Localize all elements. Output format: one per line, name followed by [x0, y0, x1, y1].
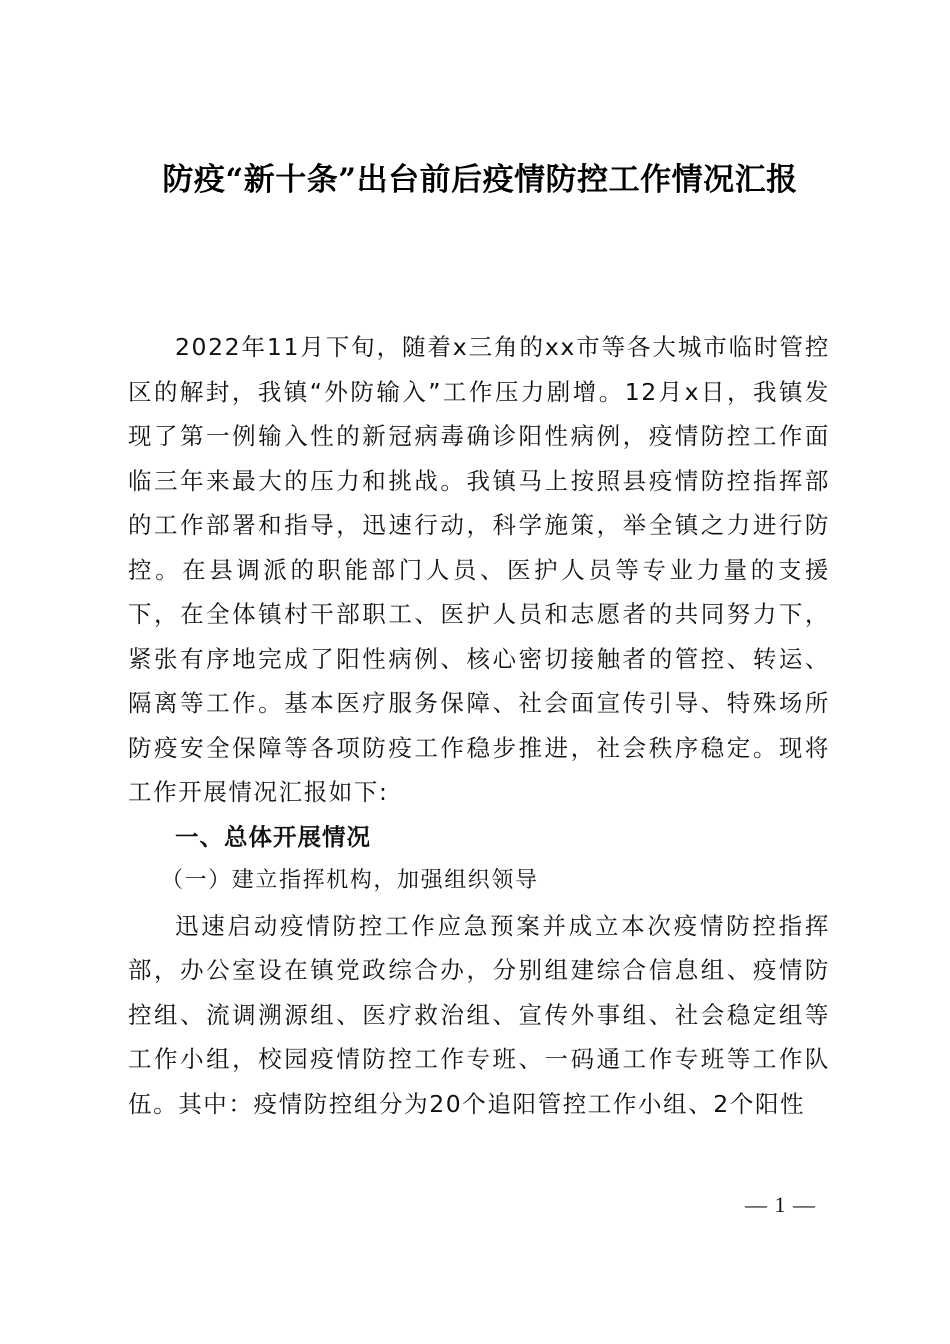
section-heading-overall: 一、总体开展情况: [175, 822, 371, 851]
subsection-heading-command: （一）建立指挥机构，加强组织领导: [161, 868, 539, 893]
document-title: 防疫“新十条”出台前后疫情防控工作情况汇报: [162, 162, 798, 198]
subsection-body-paragraph: 迅速启动疫情防控工作应急预案并成立本次疫情防控指挥部，办公室设在镇党政综合办，分别组建综合信息组、疫情防控组、流调溯源组、医疗救治组、宣传外事组、社会稳定组等工作小组，校园疫情防控工作专班、一码通工作专班等工作队伍。其中：疫情防控组分为20个追阳管控工作小组、2个阳性: [128, 911, 830, 1118]
page-number: — 1 —: [745, 1192, 816, 1217]
intro-paragraph: 2022年11月下旬，随着x三角的xx市等各大城市临时管控区的解封，我镇“外防输入”工作压力剧增。12月x日，我镇发现了第一例输入性的新冠病毒确诊阳性病例，疫情防控工作面临三年来最大的压力和挑战。我镇马上按照县疫情防控指挥部的工作部署和指导，迅速行动，科学施策，举全镇之力进行防控。在县调派的职能部门人员、医护人员等专业力量的支援下，在全体镇村干部职工、医护人员和志愿者的共同努力下，紧张有序地完成了阳性病例、核心密切接触者的管控、转运、隔离等工作。基本医疗服务保障、社会面宣传引导、特殊场所防疫安全保障等各项防疫工作稳步推进，社会秩序稳定。现将工作开展情况汇报如下:: [128, 333, 830, 806]
document-body: [128, 325, 830, 1126]
